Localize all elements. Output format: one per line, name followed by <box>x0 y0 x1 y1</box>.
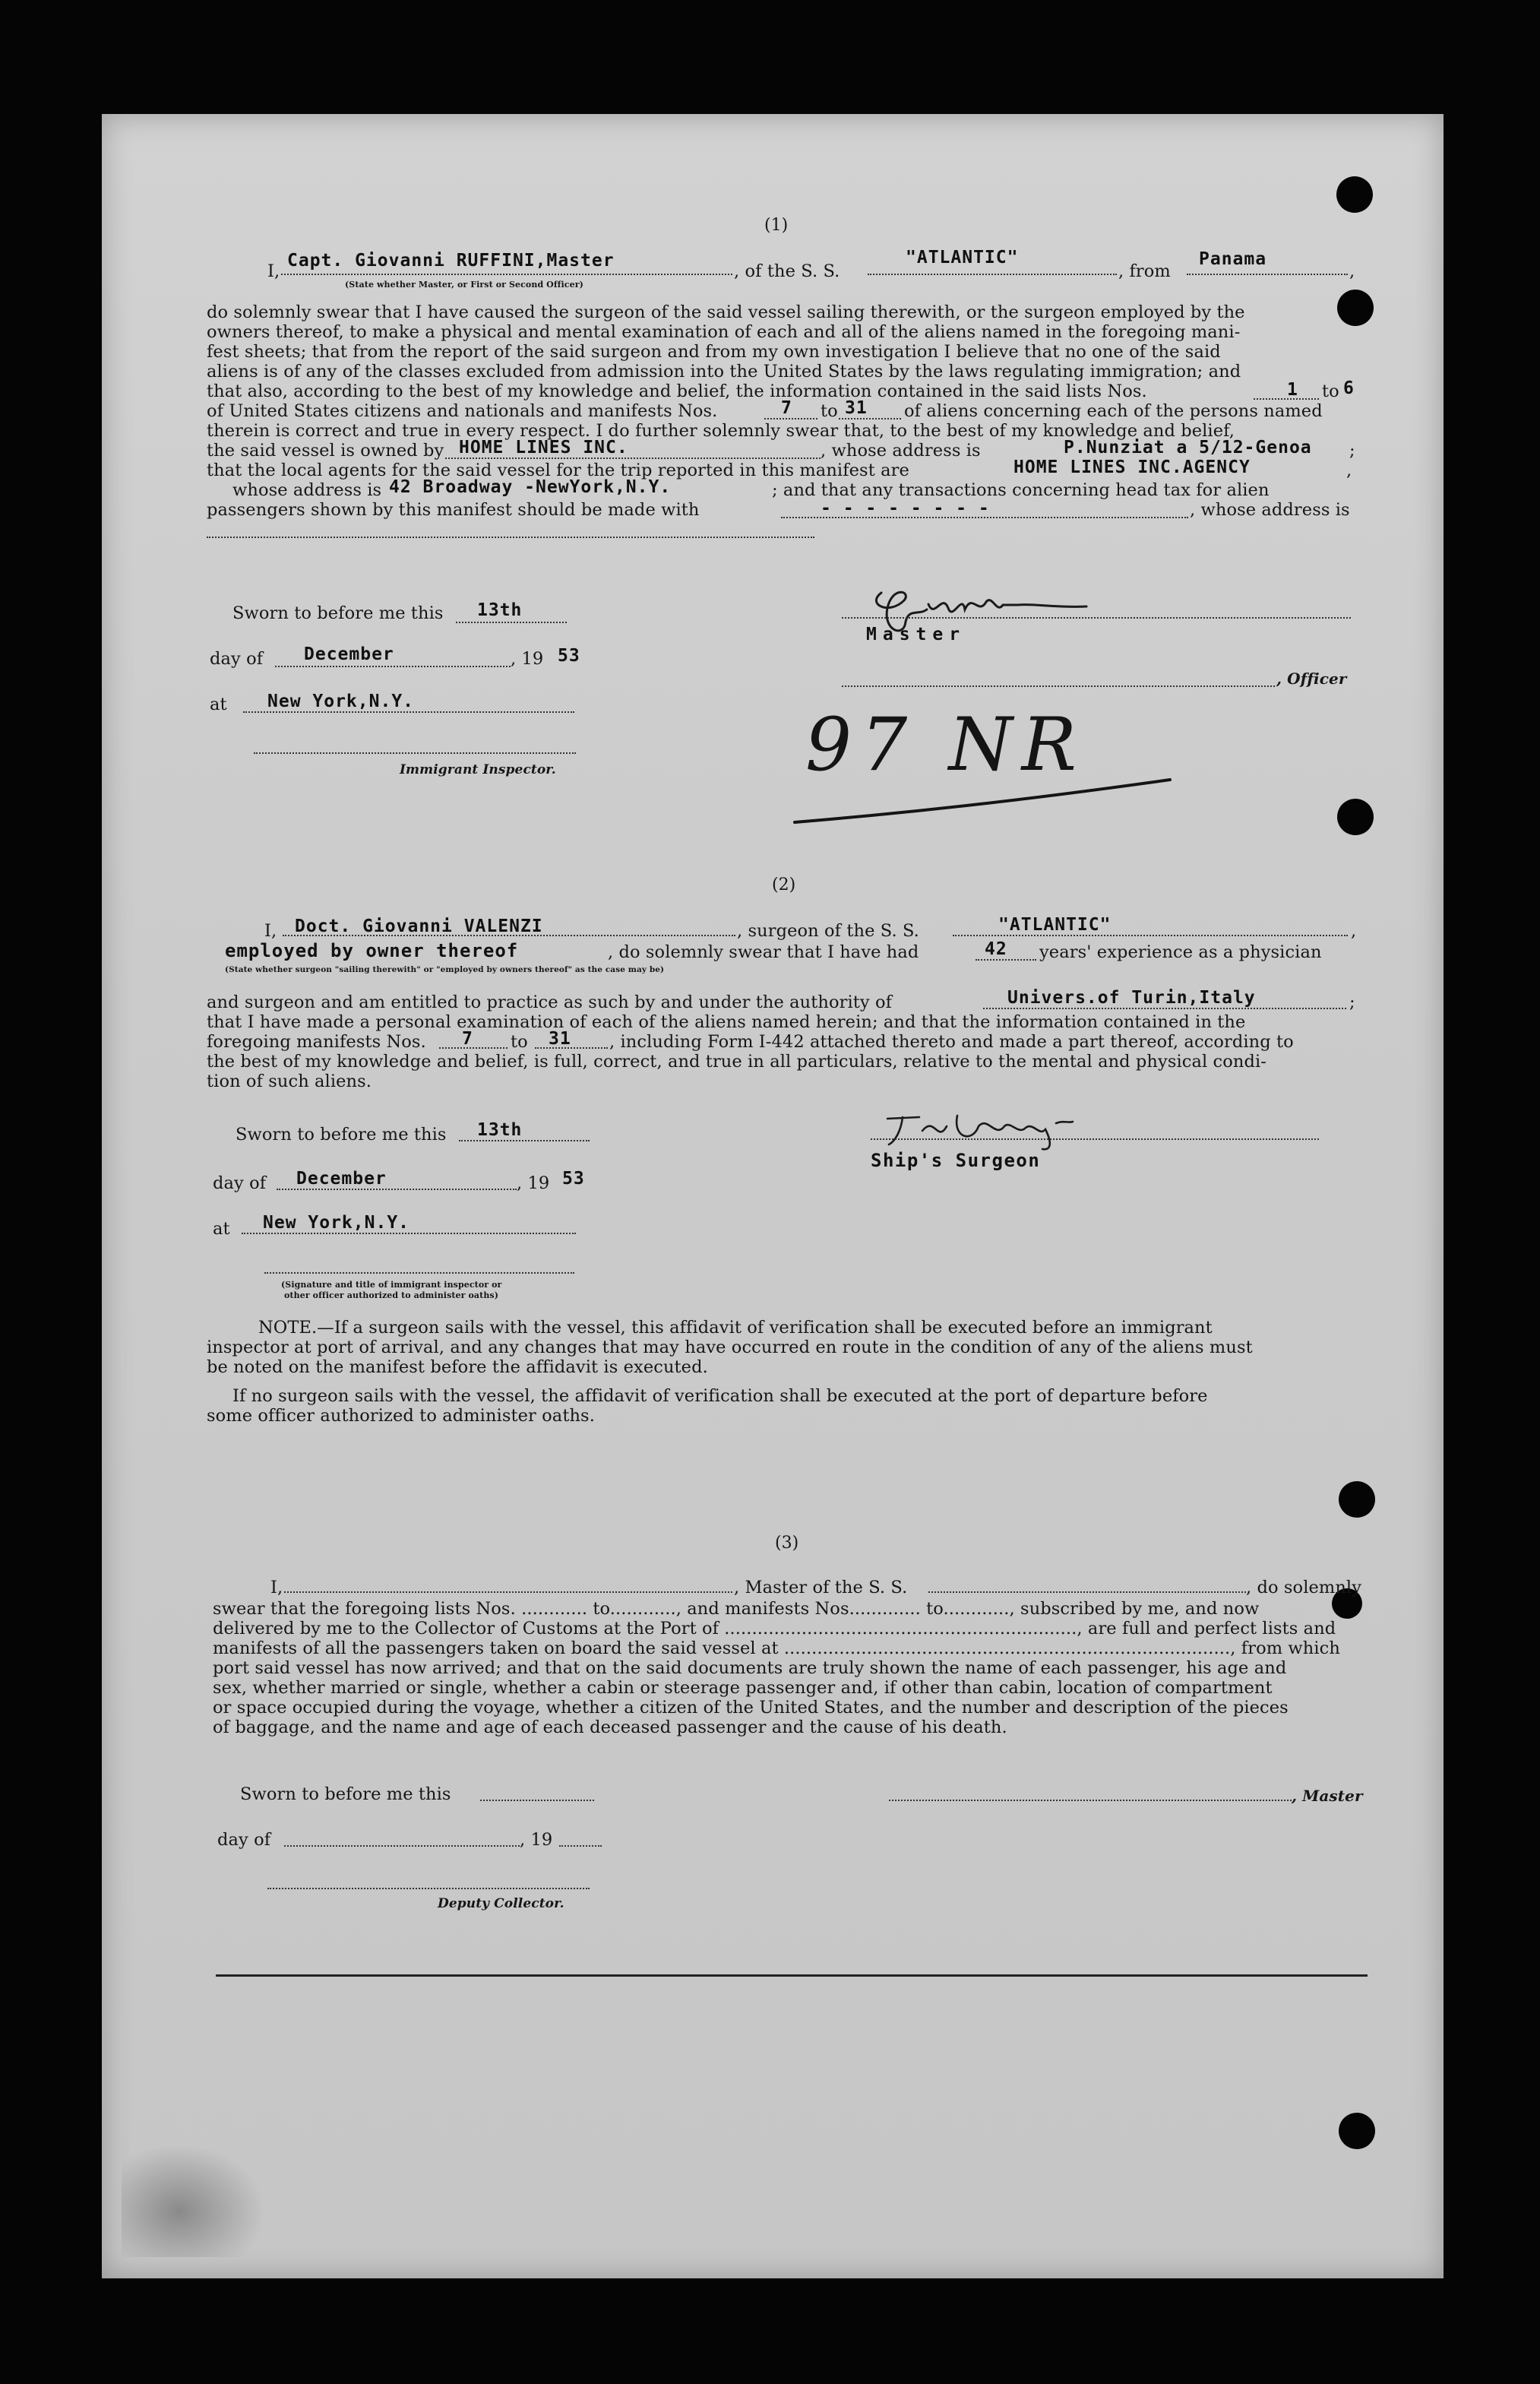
text: of aliens concerning each of the persons named <box>904 401 1323 421</box>
paragraph-line: port said vessel has now arrived; and that on the said documents are truly shown the name of each passenger, his age and <box>213 1658 1287 1678</box>
fill-line <box>459 1140 590 1141</box>
text: , including Form I-442 attached thereto and made a part thereof, according to <box>609 1032 1294 1052</box>
text: ; <box>1349 441 1355 461</box>
master-role: Master <box>866 625 966 644</box>
owner-address-field: P.Nunziat a 5/12-Genoa <box>1064 438 1312 457</box>
note-line: some officer authorized to administer oaths. <box>207 1406 595 1426</box>
label: day of <box>213 1173 267 1193</box>
section-number: (3) <box>775 1534 799 1553</box>
paragraph-line: that also, according to the best of my knowledge and belief, the information contained in the said lists Nos. <box>207 382 1147 401</box>
fill-line <box>456 622 567 623</box>
note-line: NOTE.—If a surgeon sails with the vessel, this affidavit of verification shall be executed before an immigrant <box>258 1318 1213 1338</box>
hint-text: other officer authorized to administer oaths) <box>284 1290 499 1300</box>
paragraph-line: of baggage, and the name and age of each deceased passenger and the cause of his death. <box>213 1718 1007 1737</box>
text: , 19 <box>511 649 544 669</box>
fill-line <box>535 1047 608 1049</box>
stain <box>122 2143 266 2257</box>
fill-line <box>976 959 1036 961</box>
label: Immigrant Inspector. <box>400 762 556 777</box>
label: at <box>213 1219 230 1239</box>
fill-line <box>275 666 511 667</box>
paragraph-line: manifests of all the passengers taken on board the said vessel at ................................................................................., from which <box>213 1638 1340 1658</box>
paragraph-line: tion of such aliens. <box>207 1072 372 1091</box>
label: Deputy Collector. <box>438 1896 564 1911</box>
manifests-to-field: 31 <box>845 398 868 418</box>
label: Sworn to before me this <box>232 603 444 623</box>
signature-line <box>254 752 576 754</box>
punch-hole <box>1336 176 1373 213</box>
paragraph-line: sex, whether married or single, whether a cabin or steerage passenger and, if other than cabin, location of compartment <box>213 1678 1273 1698</box>
manifests-to-field: 31 <box>549 1029 571 1049</box>
text: to <box>1322 382 1339 401</box>
label: , Master <box>1292 1787 1363 1805</box>
owner-field: HOME LINES INC. <box>459 438 628 457</box>
fill-line <box>284 1845 520 1847</box>
years-field: 42 <box>985 939 1007 959</box>
fill-line <box>439 1047 508 1049</box>
paragraph-line: and surgeon and am entitled to practice as such by and under the authority of <box>207 993 893 1012</box>
paragraph-line: owners thereof, to make a physical and mental examination of each and all of the aliens named in the foregoing mani- <box>207 322 1241 342</box>
signature-line <box>264 1272 574 1274</box>
note-line: inspector at port of arrival, and any changes that may have occurred en route in the condition of any of the aliens must <box>207 1338 1253 1357</box>
paragraph-line: of United States citizens and nationals and manifests Nos. <box>207 401 718 421</box>
signature-line <box>871 1138 1319 1140</box>
paragraph-line: therein is correct and true in every respect. I do further solemnly swear that, to the best of my knowledge and belief, <box>207 421 1235 441</box>
paragraph-line: the said vessel is owned by <box>207 441 444 461</box>
text: , from <box>1118 261 1171 281</box>
text: years' experience as a physician <box>1039 942 1322 962</box>
signature-line <box>842 617 1351 619</box>
fill-line <box>283 935 735 936</box>
hint-text: (Signature and title of immigrant inspector or <box>281 1280 502 1290</box>
text: to <box>821 401 838 421</box>
text: , <box>1351 921 1357 941</box>
fill-line <box>243 711 574 713</box>
lists-to-field: 6 <box>1343 378 1355 398</box>
label: day of <box>210 649 264 669</box>
sworn-place-field: New York,N.Y. <box>267 692 415 711</box>
fill-line <box>1187 274 1348 275</box>
text: , do solemnly swear that I have had <box>608 942 919 962</box>
annotation: 97 NR <box>805 702 1086 787</box>
divider <box>216 1974 1368 1977</box>
annotation-stroke <box>790 775 1185 828</box>
paragraph-line: delivered by me to the Collector of Customs at the Port of ................................................................, are full and perfect lists and <box>213 1619 1336 1638</box>
text: , of the S. S. <box>734 261 840 281</box>
sworn-year-field: 53 <box>558 646 580 666</box>
employment-field: employed by owner thereof <box>225 940 519 961</box>
hint-text: (State whether Master, or First or Second Officer) <box>345 280 583 290</box>
text: , Master of the S. S. <box>734 1578 908 1597</box>
surgeon-name-field: Doct. Giovanni VALENZI <box>295 917 543 936</box>
signature-line <box>889 1800 1292 1801</box>
vessel-field: "ATLANTIC" <box>906 248 1019 268</box>
text: , surgeon of the S. S. <box>737 921 919 941</box>
text: ; and that any transactions concerning head tax for alien <box>772 480 1270 500</box>
manifests-from-field: 7 <box>781 398 792 418</box>
manifests-from-field: 7 <box>462 1029 473 1049</box>
paragraph-line: foregoing manifests Nos. <box>207 1032 426 1052</box>
paragraph-line: or space occupied during the voyage, whether a citizen of the United States, and the number and description of the pieces <box>213 1698 1289 1718</box>
agent-address-field: 42 Broadway -NewYork,N.Y. <box>389 477 672 497</box>
surgeon-role: Ship's Surgeon <box>871 1150 1041 1171</box>
agent-field: HOME LINES INC.AGENCY <box>1013 457 1251 477</box>
label: day of <box>217 1830 271 1850</box>
paragraph-line: the best of my knowledge and belief, is full, correct, and true in all particulars, relative to the mental and physical condi- <box>207 1052 1266 1072</box>
text: to <box>511 1032 528 1052</box>
master-name-field: Capt. Giovanni RUFFINI,Master <box>287 251 615 271</box>
punch-hole <box>1339 2113 1375 2149</box>
fill-line <box>868 274 1117 275</box>
sworn-year-field: 53 <box>562 1169 585 1189</box>
paragraph-line: passengers shown by this manifest should be made with <box>207 500 700 520</box>
fill-line <box>1254 398 1319 400</box>
fill-line <box>781 517 1188 518</box>
authority-field: Univers.of Turin,Italy <box>1007 988 1256 1008</box>
fill-line <box>445 457 821 459</box>
fill-line <box>480 1800 594 1801</box>
fill-line <box>839 418 901 419</box>
fill-line <box>983 1008 1346 1009</box>
section-number: (1) <box>764 216 789 235</box>
paragraph-line: swear that the foregoing lists Nos. ............ to............, and manifests Nos............. to............, subscribed by me, and now <box>213 1599 1260 1619</box>
surgeon-signature <box>874 1100 1193 1154</box>
label: Sworn to before me this <box>240 1784 451 1804</box>
sworn-month-field: December <box>296 1169 387 1189</box>
fill-line <box>207 537 814 538</box>
paragraph-line: aliens is of any of the classes excluded from admission into the United States by the laws regulating immigration; and <box>207 362 1241 382</box>
paragraph-line: do solemnly swear that I have caused the surgeon of the said vessel sailing therewith, or the surgeon employed by the <box>207 302 1245 322</box>
paragraph-line: fest sheets; that from the report of the said surgeon and from my own investigation I believe that no one of the said <box>207 342 1221 362</box>
note-line: If no surgeon sails with the vessel, the affidavit of verification shall be executed at the port of departure before <box>232 1386 1208 1406</box>
text: , whose address is <box>1190 500 1350 520</box>
punch-hole <box>1339 1481 1375 1518</box>
text: ; <box>1349 993 1355 1012</box>
lists-from-field: 1 <box>1287 380 1298 400</box>
text: , 19 <box>520 1830 553 1850</box>
paragraph-line: that I have made a personal examination of each of the aliens named herein; and that the information contained in the <box>207 1012 1246 1032</box>
from-port-field: Panama <box>1199 249 1267 269</box>
text: I, <box>270 1578 283 1597</box>
note-line: be noted on the manifest before the affidavit is executed. <box>207 1357 708 1377</box>
text: , whose address is <box>821 441 981 461</box>
fill-line <box>281 274 732 275</box>
text: , do solemnly <box>1246 1578 1362 1597</box>
fill-line <box>953 935 1348 936</box>
label: Sworn to before me this <box>236 1125 447 1145</box>
fill-line <box>764 418 817 419</box>
text: , <box>1346 461 1352 480</box>
label: , Officer <box>1276 670 1347 688</box>
vessel-field: "ATLANTIC" <box>998 915 1112 935</box>
text: , 19 <box>517 1173 550 1193</box>
text: I, <box>264 921 277 941</box>
sworn-place-field: New York,N.Y. <box>263 1213 410 1233</box>
fill-line <box>242 1233 576 1234</box>
text: I, <box>267 261 280 281</box>
sworn-day-field: 13th <box>477 600 523 620</box>
paragraph-line: that the local agents for the said vessel for the trip reported in this manifest are <box>207 461 909 480</box>
hint-text: (State whether surgeon "sailing therewith" or "employed by owners thereof" as the case may be) <box>225 965 665 974</box>
fill-line <box>559 1845 602 1847</box>
sworn-day-field: 13th <box>477 1120 523 1140</box>
signature-line <box>267 1888 590 1889</box>
head-tax-field: - - - - - - - - <box>821 499 990 518</box>
text: , <box>1349 261 1355 281</box>
paragraph-line: whose address is <box>232 480 382 500</box>
label: at <box>210 695 227 714</box>
punch-hole <box>1337 290 1374 326</box>
section-number: (2) <box>772 875 796 894</box>
sworn-month-field: December <box>304 644 394 664</box>
punch-hole <box>1337 799 1374 835</box>
fill-line <box>284 1591 732 1593</box>
fill-line <box>277 1189 517 1190</box>
fill-line <box>928 1591 1246 1593</box>
signature-line <box>842 685 1275 687</box>
